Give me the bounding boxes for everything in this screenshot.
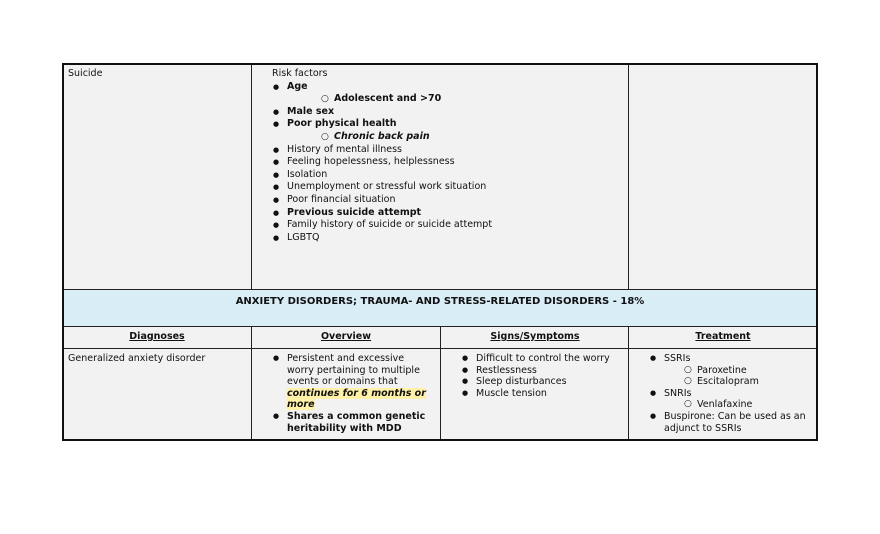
list-item: ○ Adolescent and >70 — [287, 93, 622, 106]
suicide-empty-cell — [628, 63, 818, 290]
gad-treatment-cell — [628, 348, 818, 441]
list-item: ● LGBTQ — [272, 232, 622, 245]
col-header-diagnoses: Diagnoses — [62, 326, 252, 349]
list-item: ● Muscle tension — [461, 388, 623, 400]
list-item: ● History of mental illness — [272, 144, 622, 157]
notes-table — [62, 63, 818, 441]
list-item: ● Buspirone: Can be used as an adjunct to SSRIs — [649, 411, 809, 434]
highlighted-text: continues for 6 months or more — [287, 387, 426, 411]
list-item: ● Previous suicide attempt — [272, 207, 622, 220]
list-item: ● SNRIs ○ Venlafaxine — [649, 388, 809, 411]
list-item: ○ Venlafaxine — [650, 399, 809, 411]
list-item: ○ Paroxetine — [650, 365, 809, 377]
suicide-label-cell — [62, 63, 252, 290]
list-item: ● SSRIs ○ Paroxetine ○ Escitalopram — [649, 353, 809, 388]
list-item: ● Age ○ Adolescent and >70 — [272, 81, 622, 106]
list-item: ○ Chronic back pain — [287, 131, 622, 144]
gad-diagnosis: Generalized anxiety disorder — [68, 353, 206, 364]
col-header-overview: Overview — [251, 326, 441, 349]
list-item: ● Male sex — [272, 106, 622, 119]
list-item: ● Persistent and excessive worry pertaining to multiple events or domains that continues for 6 months or more — [272, 353, 432, 411]
list-item: ● Isolation — [272, 169, 622, 182]
gad-diagnosis-cell — [62, 348, 252, 441]
list-item: ● Family history of suicide or suicide attempt — [272, 219, 622, 232]
risk-factors-heading: Risk factors — [272, 68, 328, 79]
section-title — [62, 289, 818, 327]
list-item: ● Sleep disturbances — [461, 376, 623, 388]
list-item: ● Unemployment or stressful work situation — [272, 181, 622, 194]
list-item: ● Restlessness — [461, 365, 623, 377]
list-item: ● Poor financial situation — [272, 194, 622, 207]
list-item: ● Feeling hopelessness, helplessness — [272, 156, 622, 169]
section-title-text: ANXIETY DISORDERS; TRAUMA- AND STRESS-RELATED DISORDERS - 18% — [235, 296, 645, 307]
list-item: ● Poor physical health ○ Chronic back pain — [272, 118, 622, 143]
col-header-signs: Signs/Symptoms — [440, 326, 630, 349]
list-item: ○ Escitalopram — [650, 376, 809, 388]
gad-overview-cell — [251, 348, 441, 441]
suicide-label: Suicide — [68, 68, 103, 79]
col-header-treatment: Treatment — [628, 326, 818, 349]
risk-factors-cell — [251, 63, 629, 290]
gad-signs-cell — [440, 348, 630, 441]
list-item: ● Difficult to control the worry — [461, 353, 623, 365]
list-item: ● Shares a common genetic heritability with MDD — [272, 411, 432, 434]
risk-factors-list — [272, 81, 622, 245]
